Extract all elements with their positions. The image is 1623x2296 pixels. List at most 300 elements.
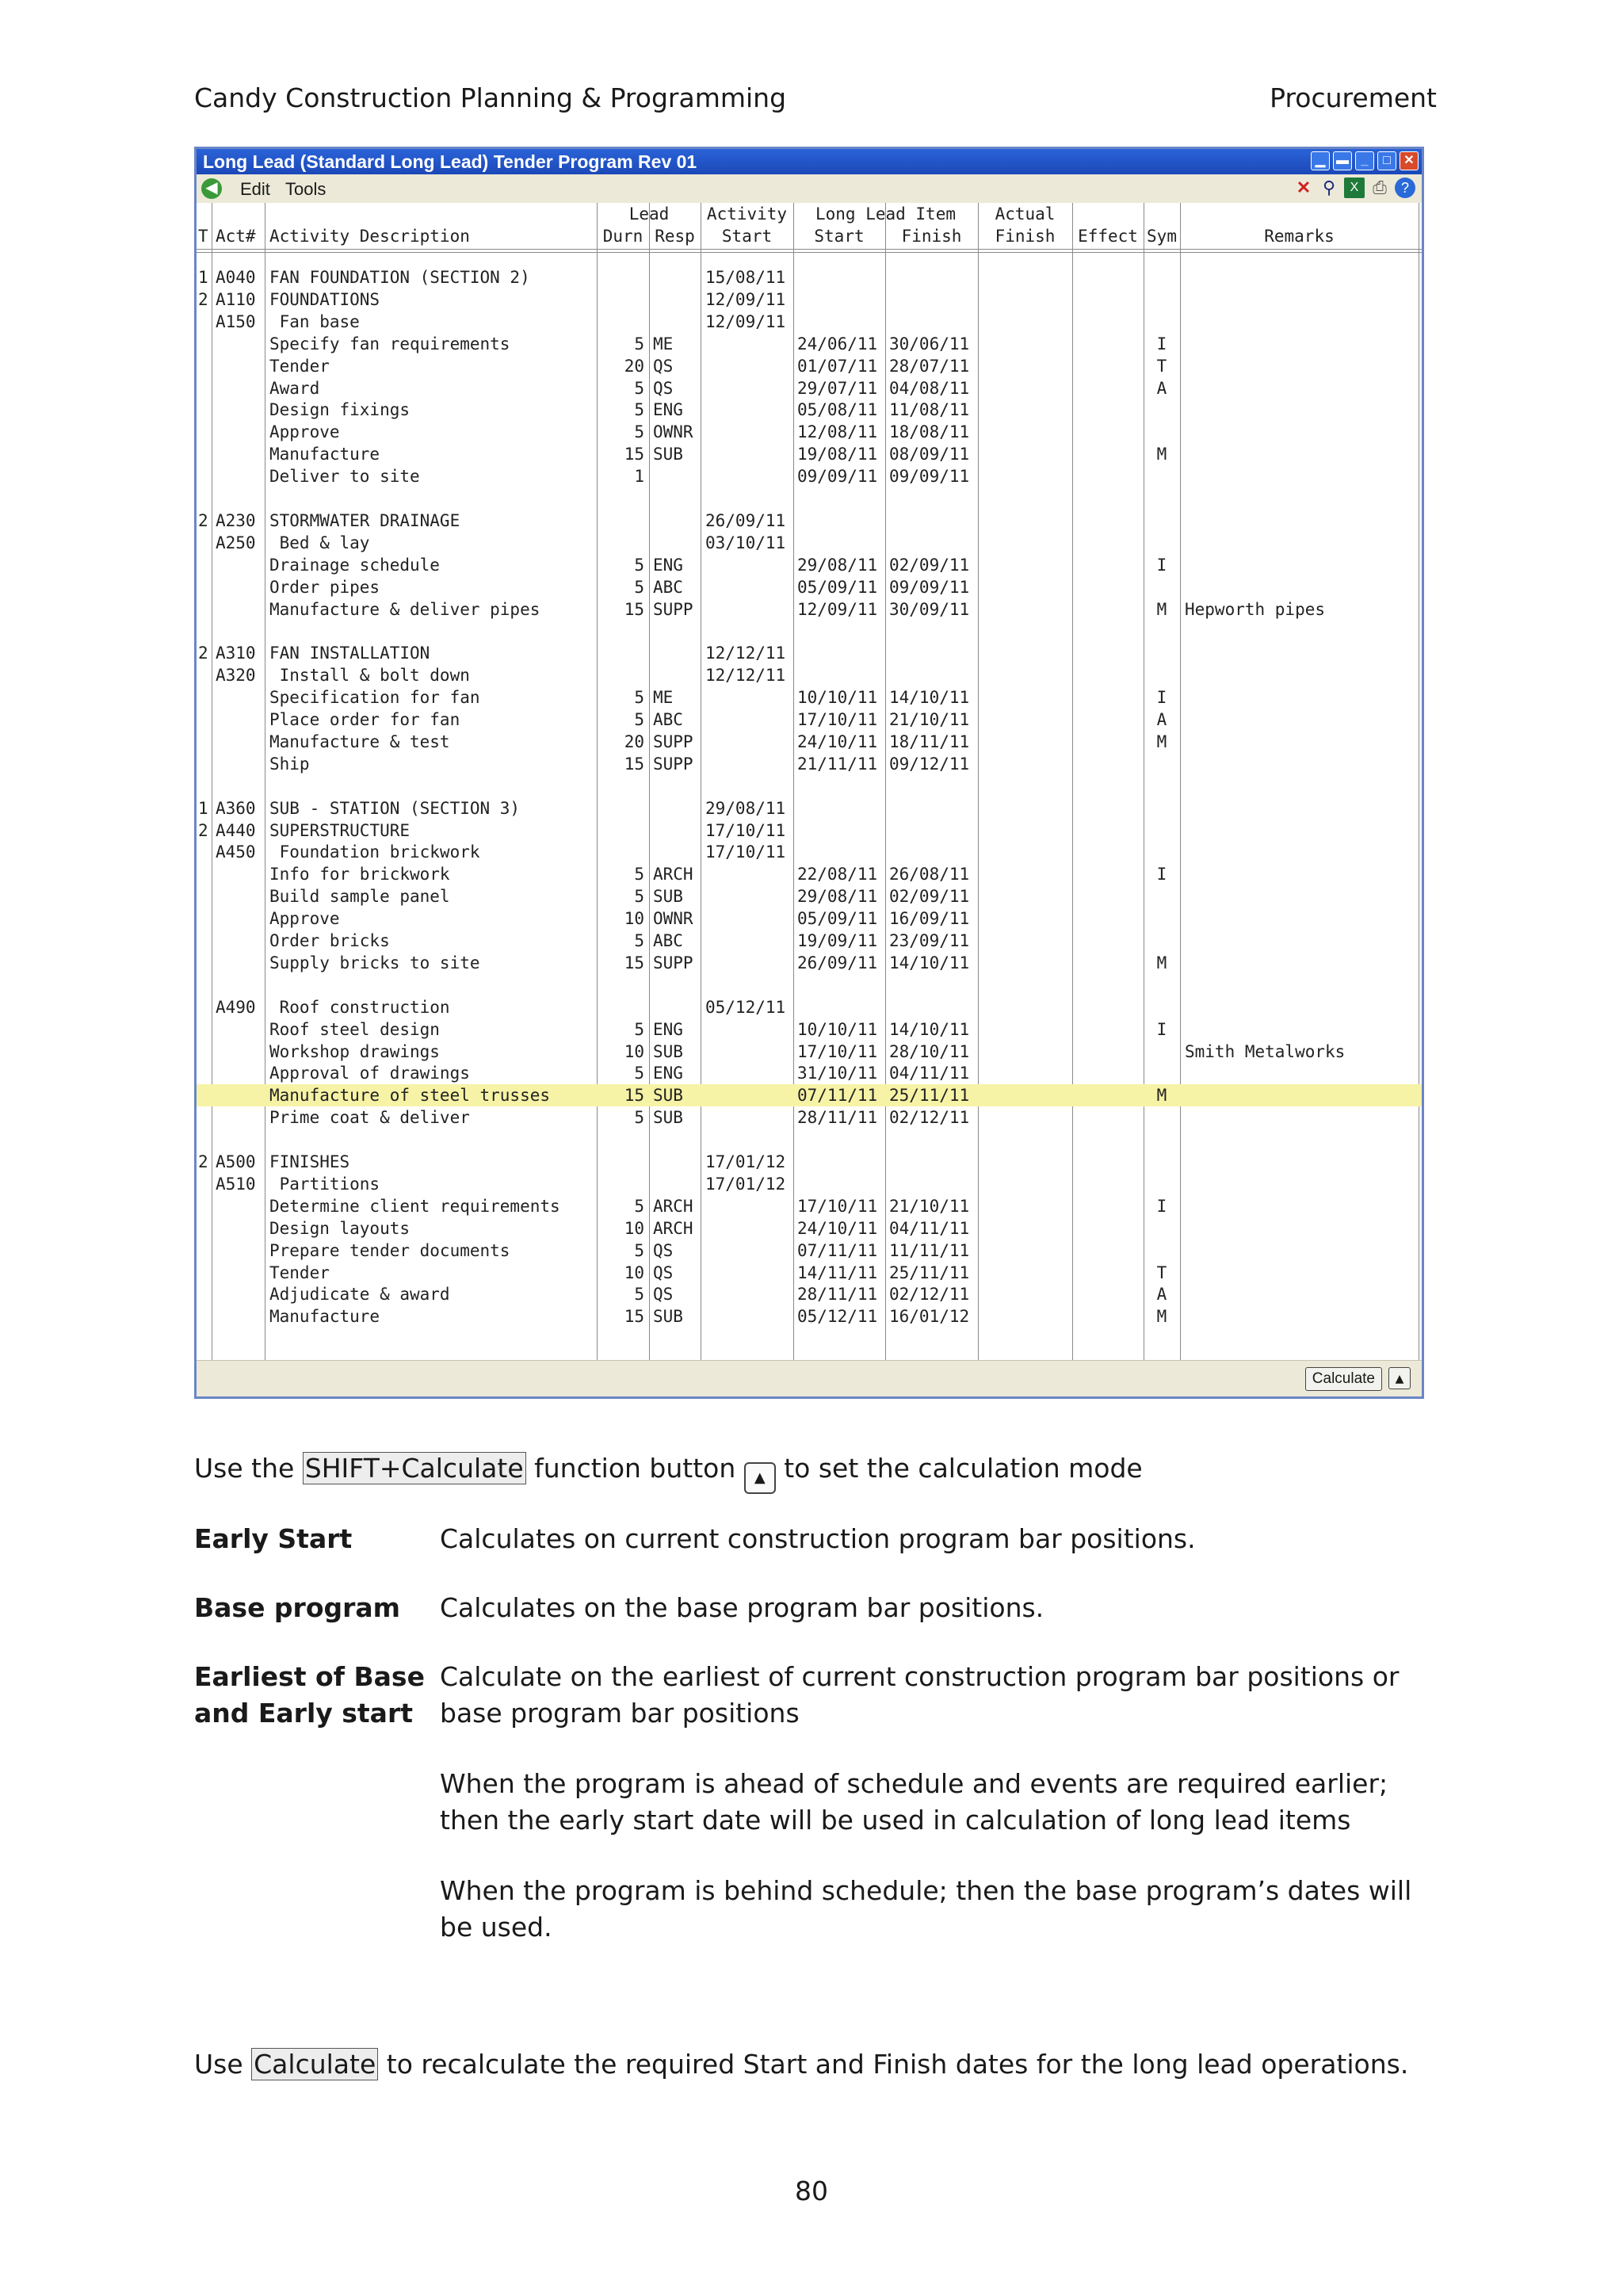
cell-lls: 26/09/11 [797,953,878,972]
cell-lls: 28/11/11 [797,1108,878,1128]
cell-desc: Manufacture of steel trusses [269,1086,551,1106]
term-earliest-line2: and Early start [194,1698,414,1729]
cell-lls: 29/07/11 [797,378,878,398]
table-row[interactable] [197,930,1422,952]
cell-resp: SUB [653,887,683,907]
cell-llf: 21/10/11 [889,1196,970,1216]
cell-durn: 5 [634,577,644,597]
table-row[interactable] [197,443,1422,465]
col-activity-start: Start [721,227,773,246]
cell-llf: 18/08/11 [889,422,970,442]
calculation-mode-button[interactable]: ▲ [1388,1367,1411,1389]
table-row[interactable] [197,753,1422,775]
table-row[interactable] [197,1018,1422,1041]
term-early-start: Early Start [194,1523,353,1554]
cell-resp: OWNR [653,909,693,929]
cell-lls: 24/10/11 [797,732,878,751]
cell-resp: OWNR [653,422,693,442]
cell-desc: Prime coat & deliver [269,1108,470,1128]
cell-lls: 24/10/11 [797,1218,878,1238]
table-row[interactable] [197,421,1422,443]
cell-act: A490 [216,997,256,1017]
menubar [197,174,1422,204]
table-row[interactable] [197,1106,1422,1129]
table-row[interactable] [197,554,1422,576]
table-row[interactable] [197,1151,1422,1173]
cell-llf: 04/08/11 [889,378,970,398]
cell-durn: 5 [634,1064,644,1083]
term-base-program: Base program [194,1592,401,1623]
cell-t: 2 [198,1152,208,1171]
table-row[interactable] [197,885,1422,907]
cell-resp: SUPP [653,754,693,774]
cell-start: 17/10/11 [705,820,786,840]
table-row[interactable] [197,664,1422,686]
table-row[interactable] [197,1084,1422,1106]
cell-desc: Specification for fan [269,688,480,708]
cell-desc: Prepare tender documents [269,1240,510,1260]
calculate-key: Calculate [251,2048,378,2080]
cell-desc: STORMWATER DRAINAGE [269,510,460,530]
cell-t: 1 [198,798,208,818]
cell-durn: 5 [634,1108,644,1128]
cell-t: 2 [198,644,208,663]
cell-desc: Supply bricks to site [269,953,480,972]
table-row[interactable] [197,731,1422,753]
cell-resp: QS [653,378,674,398]
cell-llf: 28/07/11 [889,356,970,376]
cell-resp: ENG [653,555,683,575]
cell-llf: 26/08/11 [889,865,970,884]
running-header-title: Candy Construction Planning & Programming [194,82,787,113]
cell-durn: 20 [624,732,644,751]
cell-desc: Fan base [269,311,360,331]
calc-line-pre: Use [194,2049,252,2080]
cell-durn: 5 [634,688,644,708]
cell-resp: ABC [653,931,683,950]
calculate-line [194,2046,1408,2083]
cell-sym: A [1156,1285,1167,1305]
col-lead-group: Lead [628,204,670,223]
cell-t: 2 [198,510,208,530]
cell-llf: 02/12/11 [889,1285,970,1305]
table-row[interactable] [197,1195,1422,1217]
table-row[interactable] [197,532,1422,554]
cell-lls: 28/11/11 [797,1285,878,1305]
col-ll-start: Start [814,227,865,246]
cell-resp: QS [653,356,674,376]
menu-edit[interactable]: Edit [240,179,270,199]
cell-sym: M [1156,1086,1167,1106]
cell-act: A150 [216,311,256,331]
cell-sym: I [1156,334,1167,353]
cell-lls: 10/10/11 [797,1019,878,1039]
page-number: 80 [795,2176,828,2206]
long-lead-grid [197,203,1422,1361]
col-actual-group: Actual [995,204,1056,223]
cell-lls: 19/08/11 [797,445,878,464]
table-row[interactable] [197,1240,1422,1262]
table-row[interactable] [197,465,1422,487]
cell-start: 15/08/11 [705,268,786,287]
cell-resp: SUB [653,1307,683,1327]
table-row[interactable] [197,487,1422,510]
cell-resp: SUPP [653,953,693,972]
cell-start: 12/09/11 [705,311,786,331]
cell-rem: Smith Metalworks [1185,1041,1346,1061]
cell-desc: Determine client requirements [269,1196,560,1216]
cell-lls: 09/09/11 [797,467,878,487]
cell-act: A230 [216,510,256,530]
cell-resp: SUB [653,1108,683,1128]
table-row[interactable] [197,510,1422,532]
cell-start: 17/01/12 [705,1152,786,1171]
cell-desc: SUPERSTRUCTURE [269,820,411,840]
cell-llf: 02/09/11 [889,555,970,575]
cell-llf: 30/06/11 [889,334,970,353]
cell-resp: SUPP [653,599,693,619]
cell-llf: 25/11/11 [889,1086,970,1106]
minimize-window-button[interactable]: _ [1355,151,1374,170]
cell-durn: 15 [624,1086,644,1106]
cell-durn: 10 [624,1041,644,1061]
cell-desc: Roof steel design [269,1019,440,1039]
cell-act: A110 [216,289,256,309]
col-act: Act# [216,227,256,246]
cell-desc: Foundation brickwork [269,842,480,862]
cell-llf: 18/11/11 [889,732,970,751]
cell-resp: ARCH [653,1196,693,1216]
cell-llf: 02/09/11 [889,887,970,907]
cell-desc: Tender [269,1263,330,1282]
cell-llf: 25/11/11 [889,1263,970,1282]
cell-sym: I [1156,1019,1167,1039]
table-row[interactable] [197,377,1422,399]
col-longlead-group: Long Lead Item [815,204,956,223]
cell-lls: 24/06/11 [797,334,878,353]
cell-lls: 17/10/11 [797,1196,878,1216]
table-row[interactable] [197,974,1422,996]
table-row[interactable] [197,598,1422,621]
cell-act: A040 [216,268,256,287]
cell-start: 12/12/11 [705,644,786,663]
cell-lls: 12/09/11 [797,599,878,619]
cell-llf: 14/10/11 [889,1019,970,1039]
statusbar [197,1360,1422,1396]
close-window-button[interactable]: ✕ [1400,151,1419,170]
cell-resp: ENG [653,400,683,420]
cell-desc: Order pipes [269,577,380,597]
cell-resp: ABC [653,710,683,729]
cell-sym: T [1156,356,1167,376]
cell-act: A510 [216,1174,256,1194]
cell-lls: 01/07/11 [797,356,878,376]
table-row[interactable] [197,1062,1422,1084]
back-icon[interactable]: ◀ [201,178,222,199]
table-row[interactable] [197,620,1422,642]
cell-desc: Order bricks [269,931,390,950]
table-row[interactable] [197,1283,1422,1305]
table-row[interactable] [197,907,1422,930]
table-row[interactable] [197,266,1422,288]
cell-lls: 14/11/11 [797,1263,878,1282]
cell-durn: 10 [624,909,644,929]
table-row[interactable] [197,952,1422,974]
col-effect: Effect [1078,227,1138,246]
cell-resp: QS [653,1240,674,1260]
cell-resp: SUB [653,1086,683,1106]
cell-llf: 21/10/11 [889,710,970,729]
cell-lls: 29/08/11 [797,555,878,575]
cell-act: A450 [216,842,256,862]
cell-llf: 04/11/11 [889,1218,970,1238]
cell-resp: ABC [653,577,683,597]
cell-desc: FOUNDATIONS [269,289,380,309]
cell-durn: 5 [634,1019,644,1039]
cell-durn: 15 [624,599,644,619]
cell-act: A320 [216,666,256,686]
cell-durn: 5 [634,1285,644,1305]
cell-durn: 10 [624,1218,644,1238]
cell-lls: 05/08/11 [797,400,878,420]
table-row[interactable] [197,642,1422,664]
table-row[interactable] [197,288,1422,311]
table-row[interactable] [197,1173,1422,1195]
cell-resp: ME [653,334,674,353]
cell-resp: QS [653,1263,674,1282]
cell-start: 29/08/11 [705,798,786,818]
shift-line-post: to set the calculation mode [775,1453,1143,1484]
cell-sym: I [1156,1196,1167,1216]
cell-desc: FAN FOUNDATION (SECTION 2) [269,268,530,287]
cell-desc: Design layouts [269,1218,411,1238]
cell-llf: 14/10/11 [889,688,970,708]
cell-durn: 15 [624,445,644,464]
window-titlebar [197,149,1422,174]
cell-durn: 5 [634,1240,644,1260]
shift-line-mid: function button [525,1453,744,1484]
cell-llf: 28/10/11 [889,1041,970,1061]
col-sym: Sym [1147,227,1177,246]
cell-lls: 12/08/11 [797,422,878,442]
cell-sym: I [1156,555,1167,575]
cell-durn: 5 [634,422,644,442]
cell-llf: 09/09/11 [889,577,970,597]
cell-llf: 02/12/11 [889,1108,970,1128]
print-icon[interactable]: ⎙ [1373,178,1387,197]
col-remarks: Remarks [1264,227,1335,246]
cell-desc: Tender [269,356,330,376]
table-row[interactable] [197,1262,1422,1284]
cell-rem: Hepworth pipes [1185,599,1326,619]
cell-resp: ENG [653,1064,683,1083]
table-row[interactable] [197,355,1422,377]
cell-resp: SUB [653,1041,683,1061]
cell-lls: 17/10/11 [797,710,878,729]
cell-durn: 5 [634,400,644,420]
table-row[interactable] [197,797,1422,819]
def-earliest-ahead: When the program is ahead of schedule and events are required earlier; then the early start date will be used in calculation of long lead items [440,1768,1388,1836]
binoculars-icon[interactable]: ⚲ [1322,178,1336,197]
cell-llf: 11/11/11 [889,1240,970,1260]
cell-t: 1 [198,268,208,287]
shift-calculate-key: SHIFT+Calculate [303,1452,526,1484]
cell-desc: Manufacture & test [269,732,450,751]
shift-calculate-line [194,1450,1143,1494]
cell-sym: M [1156,599,1167,619]
cell-desc: Install & bolt down [269,666,470,686]
table-row[interactable] [197,996,1422,1018]
cell-desc: FINISHES [269,1152,350,1171]
cell-llf: 11/08/11 [889,400,970,420]
cell-desc: Manufacture [269,1307,380,1327]
cell-durn: 20 [624,356,644,376]
cell-desc: Workshop drawings [269,1041,440,1061]
cell-lls: 22/08/11 [797,865,878,884]
delete-icon[interactable]: ✕ [1296,178,1312,197]
cell-start: 12/12/11 [705,666,786,686]
cell-start: 12/09/11 [705,289,786,309]
cell-act: A250 [216,533,256,552]
def-base-program: Calculates on the base program bar positions. [440,1592,1044,1623]
cell-lls: 19/09/11 [797,931,878,950]
cell-durn: 5 [634,555,644,575]
cell-lls: 21/11/11 [797,754,878,774]
table-row[interactable] [197,709,1422,731]
def-earliest-behind: When the program is behind schedule; then the base program’s dates will be used. [440,1875,1412,1943]
calculate-button[interactable]: Calculate [1305,1367,1382,1391]
cell-start: 17/10/11 [705,842,786,862]
def-early-start: Calculates on current construction program bar positions. [440,1523,1196,1554]
table-row[interactable] [197,333,1422,355]
table-row[interactable] [197,576,1422,598]
cell-lls: 05/12/11 [797,1307,878,1327]
col-actual-finish: Finish [995,227,1056,246]
restore-icon[interactable]: ▬ [1333,151,1352,170]
cell-start: 26/09/11 [705,510,786,530]
cell-llf: 16/09/11 [889,909,970,929]
term-earliest-line1: Earliest of Base [194,1661,425,1692]
cell-durn: 15 [624,754,644,774]
cell-resp: SUB [653,445,683,464]
cell-llf: 30/09/11 [889,599,970,619]
minimize-icon[interactable]: ▁ [1311,151,1330,170]
cell-lls: 31/10/11 [797,1064,878,1083]
cell-sym: I [1156,865,1167,884]
cell-desc: Specify fan requirements [269,334,510,353]
calc-line-post: to recalculate the required Start and Finish dates for the long lead operations. [378,2049,1409,2080]
cell-durn: 5 [634,931,644,950]
cell-desc: Deliver to site [269,467,420,487]
excel-icon[interactable]: X [1344,178,1365,198]
cell-durn: 10 [624,1263,644,1282]
cell-llf: 23/09/11 [889,931,970,950]
long-lead-window [194,147,1424,1399]
cell-act: A500 [216,1152,256,1171]
cell-act: A310 [216,644,256,663]
col-desc: Activity Description [269,227,470,246]
table-row[interactable] [197,775,1422,797]
cell-desc: Build sample panel [269,887,450,907]
cell-lls: 10/10/11 [797,688,878,708]
cell-resp: ME [653,688,674,708]
table-row[interactable] [197,841,1422,863]
cell-sym: A [1156,710,1167,729]
col-durn: Durn [602,227,643,246]
menu-tools[interactable]: Tools [285,179,327,199]
maximize-window-button[interactable]: □ [1377,151,1396,170]
table-row[interactable] [197,1305,1422,1328]
cell-sym: M [1156,732,1167,751]
table-row[interactable] [197,1217,1422,1240]
shift-line-pre: Use the [194,1453,303,1484]
col-t: T [198,227,208,246]
cell-lls: 17/10/11 [797,1041,878,1061]
col-activity-group: Activity [706,204,788,223]
cell-sym: M [1156,1307,1167,1327]
cell-desc: Partitions [269,1174,380,1194]
cell-desc: Ship [269,754,310,774]
cell-desc: Place order for fan [269,710,460,729]
cell-durn: 5 [634,887,644,907]
cell-resp: ARCH [653,1218,693,1238]
def-earliest: Calculate on the earliest of current construction program bar positions or base program bar positions [440,1661,1400,1729]
cell-desc: Award [269,378,320,398]
cell-desc: Approve [269,422,340,442]
cell-lls: 05/09/11 [797,577,878,597]
cell-act: A360 [216,798,256,818]
table-row[interactable] [197,399,1422,421]
cell-start: 05/12/11 [705,997,786,1017]
col-ll-finish: Finish [901,227,962,246]
cell-llf: 04/11/11 [889,1064,970,1083]
cell-llf: 14/10/11 [889,953,970,972]
up-arrow-icon: ▲ [744,1462,776,1494]
table-row[interactable] [197,819,1422,842]
cell-desc: SUB - STATION (SECTION 3) [269,798,521,818]
cell-resp: ARCH [653,865,693,884]
cell-lls: 07/11/11 [797,1086,878,1106]
cell-desc: Design fixings [269,400,411,420]
cell-sym: M [1156,445,1167,464]
cell-sym: A [1156,378,1167,398]
cell-llf: 16/01/12 [889,1307,970,1327]
cell-durn: 15 [624,1307,644,1327]
cell-t: 2 [198,820,208,840]
cell-llf: 09/12/11 [889,754,970,774]
cell-sym: I [1156,688,1167,708]
cell-llf: 09/09/11 [889,467,970,487]
cell-lls: 07/11/11 [797,1240,878,1260]
table-row[interactable] [197,1129,1422,1151]
cell-desc: Drainage schedule [269,555,440,575]
cell-desc: Bed & lay [269,533,370,552]
cell-lls: 05/09/11 [797,909,878,929]
cell-start: 17/01/12 [705,1174,786,1194]
table-row[interactable] [197,311,1422,333]
cell-t: 2 [198,289,208,309]
cell-desc: Manufacture & deliver pipes [269,599,540,619]
cell-resp: ENG [653,1019,683,1039]
table-row[interactable] [197,1041,1422,1063]
cell-desc: Adjudicate & award [269,1285,450,1305]
table-row[interactable] [197,686,1422,709]
cell-durn: 5 [634,378,644,398]
help-icon[interactable]: ? [1395,178,1415,198]
cell-resp: QS [653,1285,674,1305]
col-resp: Resp [655,227,695,246]
table-row[interactable] [197,863,1422,885]
